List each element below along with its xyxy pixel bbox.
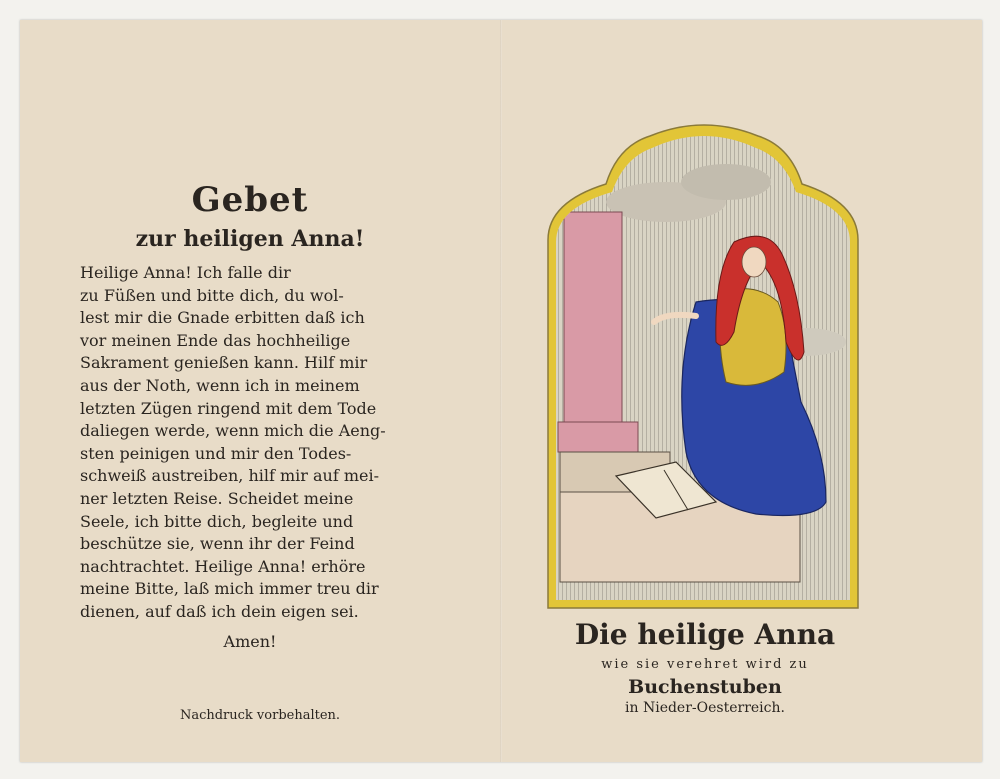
prayer-line: beschütze sie, wenn ihr der Feind bbox=[80, 534, 355, 554]
illustration-caption bbox=[560, 618, 850, 716]
prayer-subtitle: zur heiligen Anna! bbox=[135, 226, 365, 252]
prayer-line: ner letzten Reise. Scheidet meine bbox=[80, 488, 354, 508]
caption-title: Die heilige Anna bbox=[574, 618, 836, 651]
prayer-line: schweiß austreiben, hilf mir auf mei- bbox=[80, 466, 380, 486]
prayer-line: vor meinen Ende das hochheilige bbox=[80, 330, 351, 350]
prayer-page bbox=[60, 170, 440, 651]
reprint-notice: Nachdruck vorbehalten. bbox=[179, 708, 341, 723]
prayer-title: Gebet bbox=[191, 180, 309, 220]
cloud-shape bbox=[681, 164, 771, 200]
prayer-line: sten peinigen und mir den Todes- bbox=[80, 443, 352, 463]
fold-line bbox=[500, 20, 502, 762]
prayer-line: Sakrament genießen kann. Hilf mir bbox=[80, 353, 368, 373]
caption-place: Buchenstuben bbox=[628, 676, 782, 698]
prayer-line: Heilige Anna! Ich falle dir bbox=[80, 263, 291, 282]
prayer-line: letzten Zügen ringend mit dem Tode bbox=[80, 398, 377, 418]
amen-text: Amen! bbox=[223, 631, 277, 651]
prayer-line: lest mir die Gnade erbitten daß ich bbox=[80, 308, 365, 328]
prayer-text bbox=[60, 262, 440, 624]
prayer-line: dienen, auf daß ich dein eigen sei. bbox=[80, 601, 359, 621]
face bbox=[742, 247, 766, 277]
prayer-line: daliegen werde, wenn mich die Aeng- bbox=[80, 421, 386, 441]
prayer-line: nachtrachtet. Heilige Anna! erhöre bbox=[80, 556, 366, 576]
prayer-line: meine Bitte, laß mich immer treu dir bbox=[80, 579, 379, 599]
prayer-line: aus der Noth, wenn ich in meinem bbox=[80, 375, 360, 395]
saint-anna-illustration bbox=[546, 122, 862, 612]
prayer-line: Seele, ich bitte dich, begleite und bbox=[80, 511, 354, 531]
caption-region: in Nieder-Oesterreich. bbox=[625, 700, 785, 716]
caption-line: wie sie verehret wird zu bbox=[601, 657, 809, 672]
prayer-line: zu Füßen und bitte dich, du wol- bbox=[80, 285, 344, 305]
illustration-svg bbox=[546, 122, 862, 612]
